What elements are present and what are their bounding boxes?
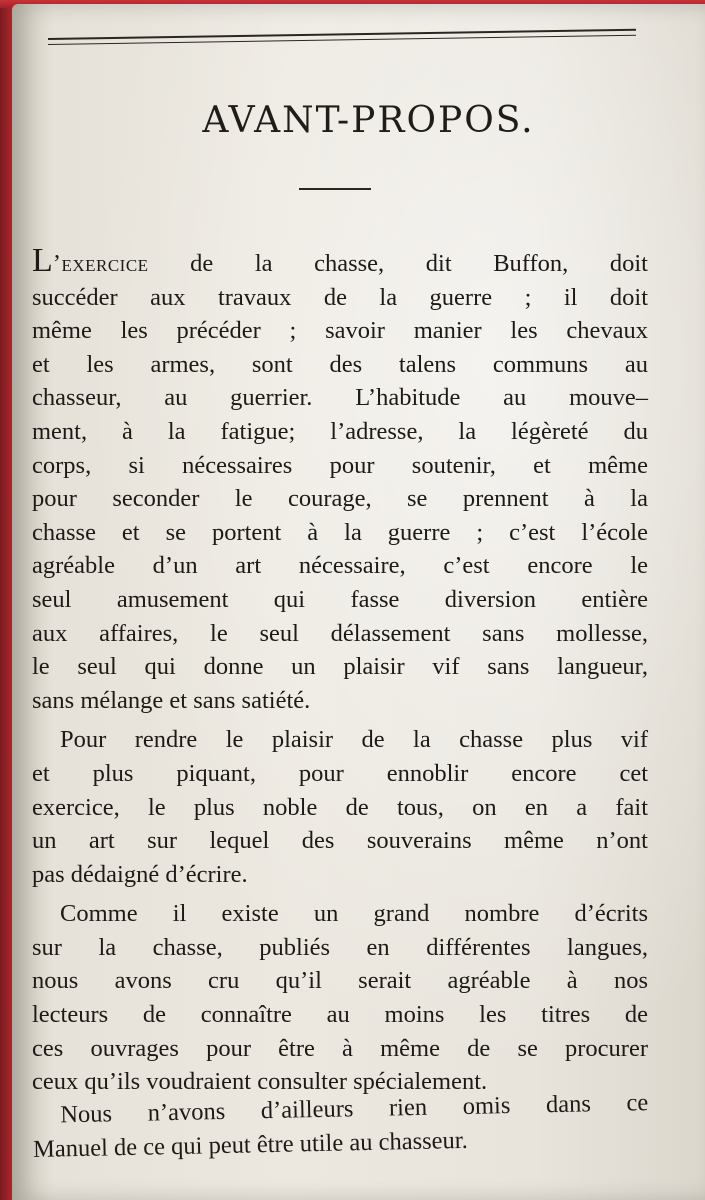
text-line: pour seconder le courage, se prennent à la [32, 485, 648, 513]
text-line: le seul qui donne un plaisir vif sans langueur, [32, 653, 648, 681]
page-title: AVANT-PROPOS. [202, 100, 535, 141]
paragraph-1 [32, 244, 648, 717]
paragraph-3 [32, 897, 648, 1099]
text-line: corps, si nécessaires pour soutenir, et même [32, 451, 648, 479]
text-line: même les précéder ; savoir manier les chevaux [32, 317, 648, 345]
text-line: Pour rendre le plaisir de la chasse plus vif [60, 726, 648, 754]
text-line: pas dédaigné d’écrire. [32, 860, 248, 888]
text-line: succéder aux travaux de la guerre ; il doit [32, 283, 648, 311]
text-line: Manuel de ce qui peut être utile au chasseur. [32, 1126, 468, 1163]
text-line: et les armes, sont des talens communs au [32, 350, 648, 378]
text-line: Comme il existe un grand nombre d’écrits [60, 900, 648, 928]
title-rule [299, 188, 371, 190]
paragraph-1-line-1 [32, 244, 648, 281]
text-line: lecteurs de connaître au moins les titres de [32, 1001, 648, 1029]
text-line: chasseur, au guerrier. L’habitude au mouve– [32, 384, 648, 412]
text-line: seul amusement qui fasse diversion entière [32, 585, 648, 613]
dropcap-letter: L [32, 242, 53, 279]
text-line: agréable d’un art nécessaire, c’est encore le [32, 552, 648, 580]
text-line: un art sur lequel des souverains même n’ont [32, 827, 648, 855]
text-line: ceux qu’ils voudraient consulter spécialement. [32, 1068, 488, 1096]
smallcaps-word: ’exercice [52, 250, 149, 277]
text-line: Nous n’avons d’ailleurs rien omis dans ce [60, 1088, 649, 1129]
paragraph-2 [32, 723, 648, 891]
text-line: exercice, le plus noble de tous, on en a fait [32, 793, 648, 821]
body-text [32, 244, 648, 1166]
paragraph-4 [32, 1086, 649, 1166]
text-line: et plus piquant, pour ennoblir encore cet [32, 759, 648, 787]
text-line: ment, à la fatigue; l’adresse, la légèreté du [32, 417, 648, 445]
book-page [12, 4, 705, 1200]
text-line: nous avons cru qu’il serait agréable à nos [32, 967, 648, 995]
line-text: de la chasse, dit Buffon, doit [148, 250, 648, 277]
text-line: ces ouvrages pour être à même de se procurer [32, 1034, 648, 1062]
text-line: aux affaires, le seul délassement sans mollesse, [32, 619, 648, 647]
text-line: sans mélange et sans satiété. [32, 686, 311, 714]
header-rule-thick [48, 29, 636, 40]
text-line: sur la chasse, publiés en différentes langues, [32, 933, 648, 961]
text-line: chasse et se portent à la guerre ; c’est l’école [32, 518, 648, 546]
